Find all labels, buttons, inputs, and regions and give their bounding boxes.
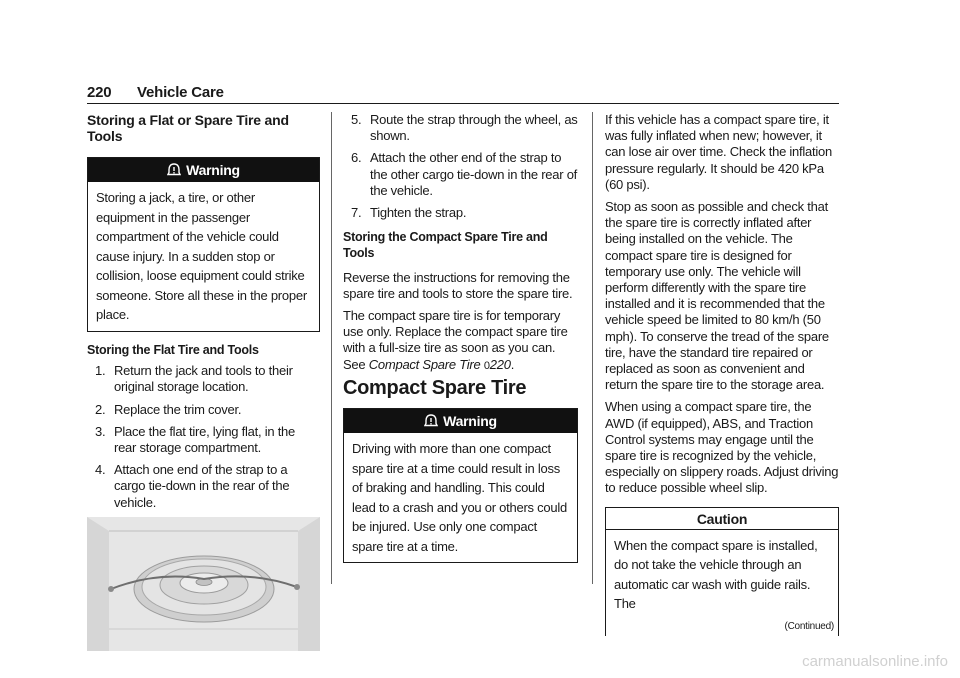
page-ref-arrow-icon: 0 <box>483 359 490 372</box>
column-divider-1 <box>331 112 332 584</box>
list-item: 4. Attach one end of the strap to a cargo tie-down in the rear of the vehicle. <box>95 462 290 510</box>
column-2 <box>343 112 578 573</box>
steps-list <box>87 363 320 511</box>
column-3 <box>605 112 839 646</box>
section-title: Vehicle Care <box>137 84 224 101</box>
warning-header <box>88 158 319 182</box>
cross-reference-link[interactable]: Compact Spare Tire <box>368 356 481 372</box>
column-1 <box>87 112 320 651</box>
warning-text: Storing a jack, a tire, or other equipment in the passenger compartment of the vehicle could cause injury. In a sudden stop or collision, loose equipment could strike someone. Store all these in the proper place. <box>96 190 307 323</box>
steps-list-continued <box>343 112 578 221</box>
list-item: 1. Return the jack and tools to their original storage location. <box>95 363 293 395</box>
warning-text: Driving with more than one compact spare tire at a time could result in loss of braking and handling. This could lead to a crash and you or others could be injured. Use only one compact spare tire at a time. <box>352 441 568 554</box>
warning-box <box>87 157 320 332</box>
warning-icon <box>167 161 181 185</box>
continued-label: (Continued) <box>784 620 834 632</box>
warning-header <box>344 409 577 433</box>
column-divider-2 <box>592 112 593 584</box>
warning-icon <box>424 412 438 436</box>
caution-title: Caution <box>606 508 838 530</box>
list-item: 2. Replace the trim cover. <box>95 401 242 417</box>
caution-box <box>605 507 839 636</box>
list-item: 6. Attach the other end of the strap to the other cargo tie-down in the rear of the vehicle. <box>351 150 578 198</box>
cross-reference-page[interactable]: 220 <box>489 356 511 372</box>
paragraph: Reverse the instructions for removing the spare tire and tools to store the spare tire. <box>343 269 573 301</box>
section-heading: Compact Spare Tire <box>343 376 527 399</box>
list-item: 7. Tighten the strap. <box>351 205 467 221</box>
paragraph-with-reference: The compact spare tire is for temporary use only. Replace the compact spare tire with a full-size tire as soon as you can. See Compact Spare Tire 0220. <box>343 308 568 372</box>
caution-text: When the compact spare is installed, do not take the vehicle through an automatic car wash with guide rails. The <box>614 537 818 612</box>
page-number: 220 <box>87 84 112 101</box>
section-heading: Storing a Flat or Spare Tire and Tools <box>87 112 289 145</box>
paragraph: When using a compact spare tire, the AWD (if equipped), ABS, and Traction Control systems may engage until the spare tire is recognized by the vehicle, especially on slippery roads. Adjust driving to reduce possible wheel slip. <box>605 399 839 496</box>
warning-box <box>343 408 578 563</box>
paragraph: Stop as soon as possible and check that the spare tire is correctly inflated after being installed on the vehicle. The compact spare tire is designed for temporary use only. The vehicle will perform differently with the spare tire installed and it is recommended that the vehicle speed be limited to 80 km/h (50 mph). To conserve the tread of the spare tire, have the standard tire repaired or replaced as soon as convenient and return the spare tire to the storage area. <box>605 199 829 393</box>
warning-title: Warning <box>186 162 240 179</box>
spare-tire-illustration <box>87 517 320 651</box>
subheading: Storing the Flat Tire and Tools <box>87 342 259 357</box>
list-item: 3. Place the flat tire, lying flat, in the rear storage compartment. <box>95 423 296 455</box>
list-item: 5. Route the strap through the wheel, as shown. <box>351 112 578 144</box>
header-rule <box>87 103 839 104</box>
warning-title: Warning <box>443 413 497 430</box>
paragraph: If this vehicle has a compact spare tire, it was fully inflated when new; however, it can lose air over time. Check the inflation pressure regularly. It should be 420 kPa (60 psi). <box>605 112 832 192</box>
watermark: carmanualsonline.info <box>802 653 948 670</box>
subheading: Storing the Compact Spare Tire and Tools <box>343 230 548 261</box>
